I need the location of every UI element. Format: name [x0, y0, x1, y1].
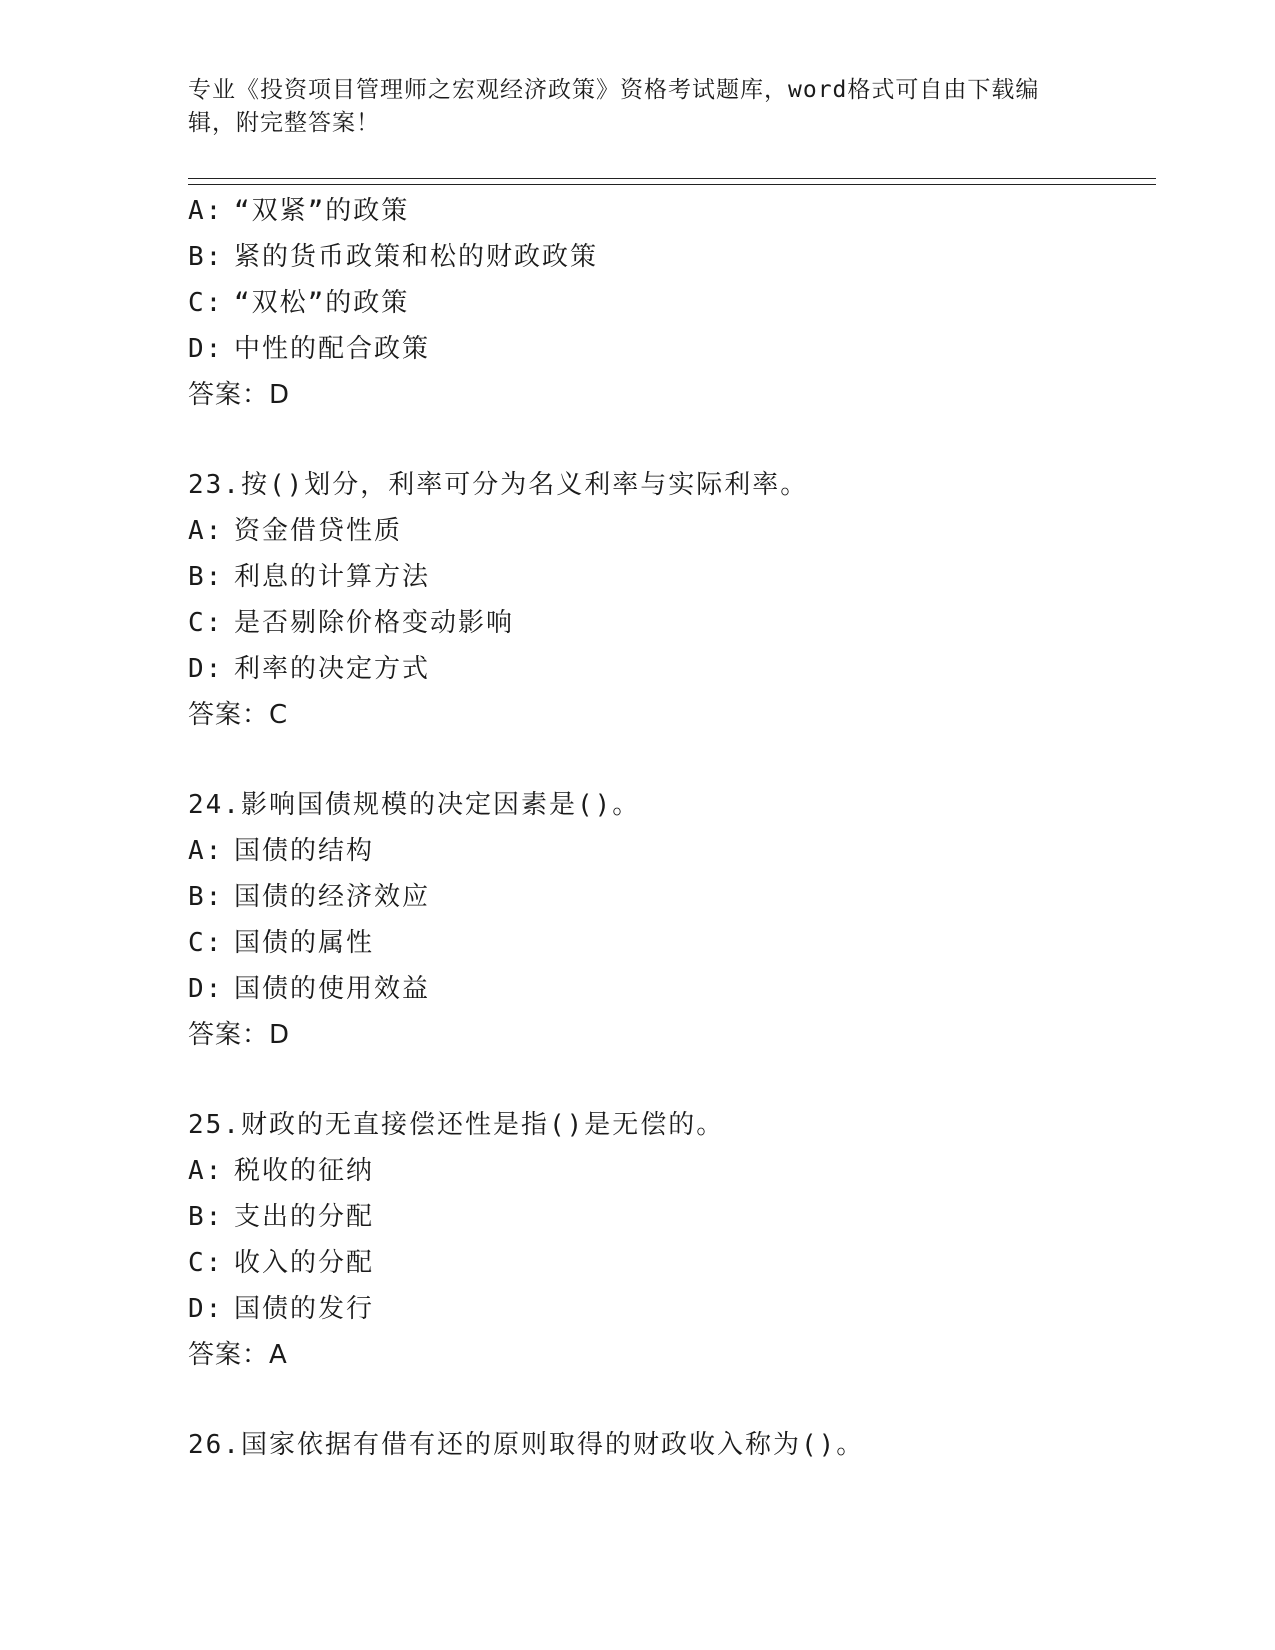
document-header [188, 74, 1068, 140]
option-d: D: 中性的配合政策 [188, 334, 431, 364]
question-stem: 24.影响国债规模的决定因素是()。 [188, 790, 641, 820]
question-stem: 23.按()划分，利率可分为名义利率与实际利率。 [188, 470, 809, 500]
option-d: D: 利率的决定方式 [188, 654, 431, 684]
answer: 答案：D [188, 1020, 291, 1050]
option-d: D: 国债的使用效益 [188, 974, 431, 1004]
option-b: B: 紧的货币政策和松的财政政策 [188, 242, 599, 272]
option-a: A: “双紧”的政策 [188, 196, 410, 226]
header-line-2: 辑，附完整答案！ [188, 110, 380, 136]
option-c: C: 国债的属性 [188, 928, 375, 958]
header-divider [188, 178, 1156, 185]
question-list [188, 188, 1148, 1468]
question-23-block [188, 462, 1148, 738]
option-b: B: 支出的分配 [188, 1202, 375, 1232]
question-26-block [188, 1422, 1148, 1468]
spacer [188, 1378, 1148, 1422]
answer: 答案：C [188, 700, 289, 730]
question-25-block [188, 1102, 1148, 1378]
question-22-block [188, 188, 1148, 418]
answer: 答案：A [188, 1340, 288, 1370]
header-line-1: 专业《投资项目管理师之宏观经济政策》资格考试题库，word格式可自由下载编 [188, 77, 1040, 103]
option-a: A: 资金借贷性质 [188, 516, 403, 546]
spacer [188, 738, 1148, 782]
question-24-block [188, 782, 1148, 1058]
answer: 答案：D [188, 380, 291, 410]
spacer [188, 418, 1148, 462]
option-c: C: 收入的分配 [188, 1248, 375, 1278]
option-c: C: 是否剔除价格变动影响 [188, 608, 515, 638]
question-stem: 26.国家依据有借有还的原则取得的财政收入称为()。 [188, 1430, 865, 1460]
option-b: B: 利息的计算方法 [188, 562, 431, 592]
spacer [188, 1058, 1148, 1102]
option-d: D: 国债的发行 [188, 1294, 375, 1324]
question-stem: 25.财政的无直接偿还性是指()是无偿的。 [188, 1110, 725, 1140]
option-b: B: 国债的经济效应 [188, 882, 431, 912]
option-a: A: 国债的结构 [188, 836, 375, 866]
option-c: C: “双松”的政策 [188, 288, 410, 318]
option-a: A: 税收的征纳 [188, 1156, 375, 1186]
